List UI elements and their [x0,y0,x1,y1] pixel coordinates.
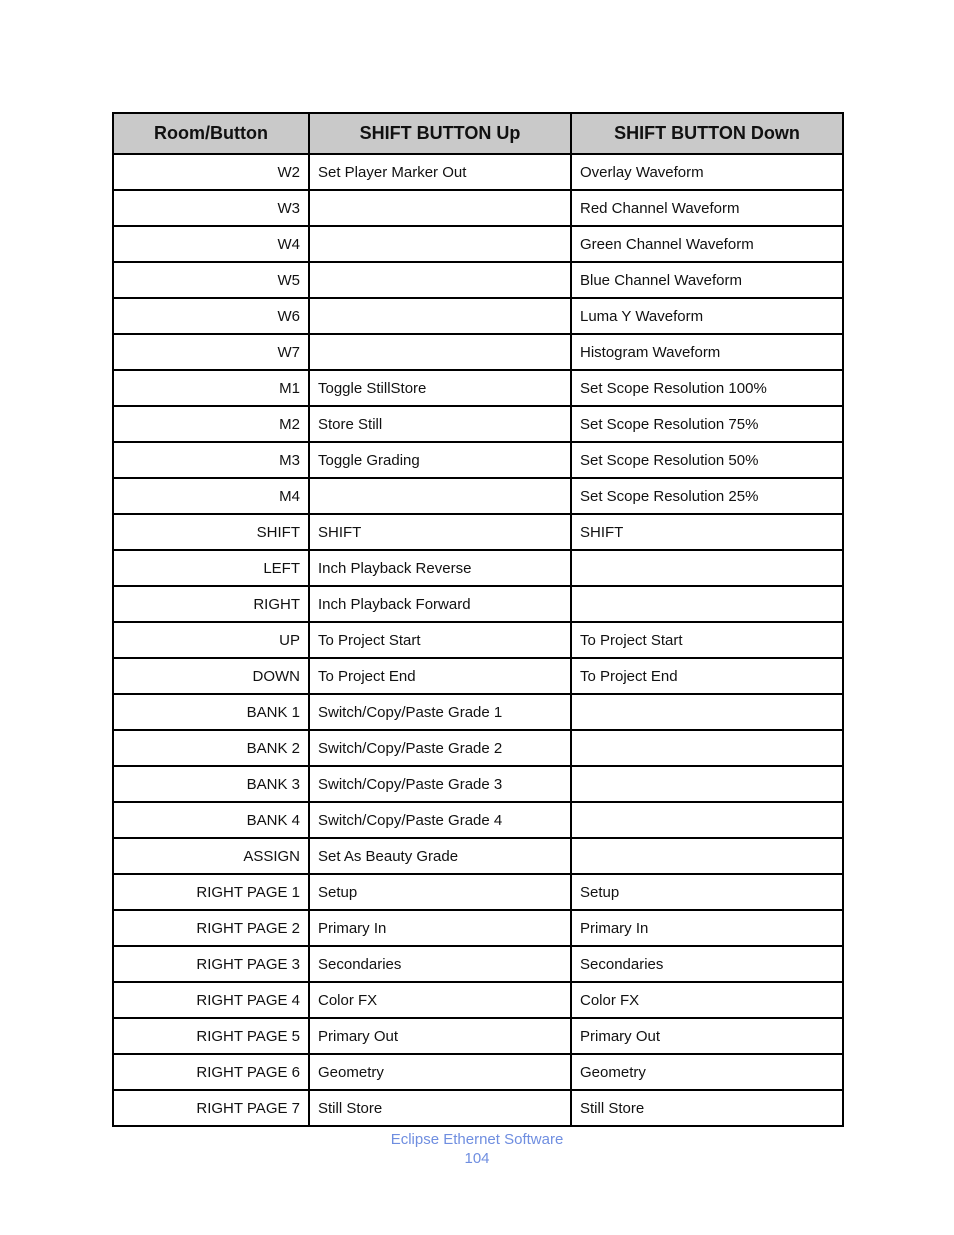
table-row [113,694,843,730]
column-header-room-button: Room/Button [113,113,309,154]
table-row [113,334,843,370]
room-button-cell: RIGHT PAGE 1 [113,874,309,910]
shift-down-cell: Color FX [571,982,843,1018]
shift-up-cell: Switch/Copy/Paste Grade 2 [309,730,571,766]
table-row [113,622,843,658]
shift-up-cell: Inch Playback Reverse [309,550,571,586]
room-button-cell: BANK 2 [113,730,309,766]
page-number: 104 [464,1150,490,1167]
table-row [113,802,843,838]
table-row [113,478,843,514]
shift-down-cell: Set Scope Resolution 100% [571,370,843,406]
shift-up-cell: Set Player Marker Out [309,154,571,190]
shift-up-cell [309,334,571,370]
shift-up-cell [309,478,571,514]
shift-down-cell [571,550,843,586]
shift-down-cell [571,730,843,766]
shift-up-cell: Primary In [309,910,571,946]
room-button-cell: DOWN [113,658,309,694]
shift-up-cell: Secondaries [309,946,571,982]
column-header-shift-up: SHIFT BUTTON Up [309,113,571,154]
room-button-cell: RIGHT [113,586,309,622]
shift-down-cell: Luma Y Waveform [571,298,843,334]
shift-down-cell: Set Scope Resolution 25% [571,478,843,514]
table-row [113,1018,843,1054]
table-row [113,1054,843,1090]
table-row [113,370,843,406]
room-button-cell: M4 [113,478,309,514]
shift-down-cell: SHIFT [571,514,843,550]
table-row [113,442,843,478]
table-row [113,658,843,694]
page-footer [0,1130,954,1168]
room-button-cell: W6 [113,298,309,334]
room-button-cell: W7 [113,334,309,370]
shift-up-cell [309,190,571,226]
table-row [113,1090,843,1126]
room-button-cell: BANK 1 [113,694,309,730]
room-button-cell: SHIFT [113,514,309,550]
table-row [113,766,843,802]
shift-up-cell [309,262,571,298]
table-row [113,298,843,334]
room-button-cell: W4 [113,226,309,262]
room-button-cell: UP [113,622,309,658]
shift-up-cell: Inch Playback Forward [309,586,571,622]
table-row [113,874,843,910]
room-button-cell: W2 [113,154,309,190]
room-button-cell: M3 [113,442,309,478]
shift-down-cell: Geometry [571,1054,843,1090]
table-row [113,226,843,262]
table-row [113,838,843,874]
shift-down-cell: To Project Start [571,622,843,658]
room-button-cell: LEFT [113,550,309,586]
table-body [113,154,843,1126]
shift-up-cell: Set As Beauty Grade [309,838,571,874]
shift-button-table [112,112,844,1127]
shift-up-cell: Switch/Copy/Paste Grade 1 [309,694,571,730]
column-header-shift-down: SHIFT BUTTON Down [571,113,843,154]
table-row [113,910,843,946]
shift-down-cell: Red Channel Waveform [571,190,843,226]
table-row [113,586,843,622]
room-button-cell: RIGHT PAGE 4 [113,982,309,1018]
shift-down-cell: Histogram Waveform [571,334,843,370]
shift-down-cell: Setup [571,874,843,910]
shift-up-cell: Toggle StillStore [309,370,571,406]
room-button-cell: RIGHT PAGE 6 [113,1054,309,1090]
shift-down-cell [571,694,843,730]
shift-down-cell: Set Scope Resolution 75% [571,406,843,442]
shift-down-cell [571,802,843,838]
shift-down-cell: Still Store [571,1090,843,1126]
table-row [113,514,843,550]
shift-down-cell [571,838,843,874]
shift-down-cell: Green Channel Waveform [571,226,843,262]
room-button-cell: RIGHT PAGE 2 [113,910,309,946]
room-button-cell: W3 [113,190,309,226]
shift-button-table-container [112,112,842,1127]
shift-down-cell: Secondaries [571,946,843,982]
shift-down-cell: Primary In [571,910,843,946]
shift-up-cell: SHIFT [309,514,571,550]
shift-down-cell: Overlay Waveform [571,154,843,190]
room-button-cell: M1 [113,370,309,406]
shift-up-cell: Switch/Copy/Paste Grade 3 [309,766,571,802]
shift-up-cell: Geometry [309,1054,571,1090]
shift-up-cell: Toggle Grading [309,442,571,478]
room-button-cell: RIGHT PAGE 5 [113,1018,309,1054]
room-button-cell: ASSIGN [113,838,309,874]
room-button-cell: BANK 4 [113,802,309,838]
shift-down-cell: To Project End [571,658,843,694]
shift-down-cell [571,766,843,802]
shift-down-cell [571,586,843,622]
shift-up-cell: Color FX [309,982,571,1018]
shift-up-cell: Setup [309,874,571,910]
shift-up-cell: Primary Out [309,1018,571,1054]
shift-up-cell: To Project Start [309,622,571,658]
table-row [113,406,843,442]
table-row [113,154,843,190]
room-button-cell: BANK 3 [113,766,309,802]
table-row [113,982,843,1018]
table-row [113,262,843,298]
footer-title: Eclipse Ethernet Software [390,1131,564,1148]
room-button-cell: W5 [113,262,309,298]
shift-down-cell: Blue Channel Waveform [571,262,843,298]
shift-up-cell: Store Still [309,406,571,442]
table-row [113,730,843,766]
room-button-cell: M2 [113,406,309,442]
table-row [113,550,843,586]
shift-down-cell: Set Scope Resolution 50% [571,442,843,478]
shift-down-cell: Primary Out [571,1018,843,1054]
room-button-cell: RIGHT PAGE 7 [113,1090,309,1126]
shift-up-cell [309,298,571,334]
shift-up-cell: Still Store [309,1090,571,1126]
room-button-cell: RIGHT PAGE 3 [113,946,309,982]
table-row [113,190,843,226]
table-header-row [113,113,843,154]
shift-up-cell: To Project End [309,658,571,694]
table-row [113,946,843,982]
shift-up-cell [309,226,571,262]
shift-up-cell: Switch/Copy/Paste Grade 4 [309,802,571,838]
